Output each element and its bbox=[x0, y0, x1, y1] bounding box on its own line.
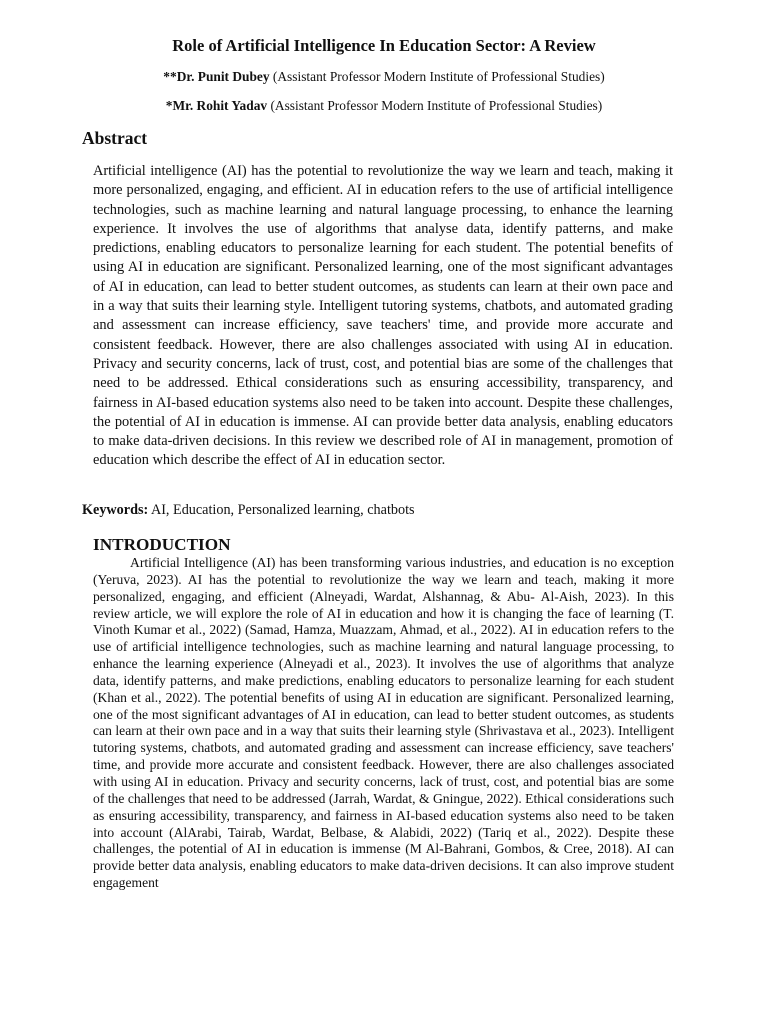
introduction-heading: INTRODUCTION bbox=[93, 535, 231, 554]
paper-title: Role of Artificial Intelligence In Education Sector: A Review bbox=[172, 36, 596, 55]
keywords-line bbox=[82, 502, 415, 519]
introduction-text: Artificial Intelligence (AI) has been transforming various industries, and education is no exception (Yeruva, 2023). AI has the potential to revolutionize the way we learn and teach, making it more personalized, engaging, and efficient (Alneyadi, Wardat, Alshannag, & Abu- Al-Aish, 2023). In this review article, we will explore the role of AI in education and how it is changing the face of learning (T. Vinoth Kumar et al., 2022) (Samad, Hamza, Muazzam, Ahmad, et al., 2022). AI in education refers to the use of artificial intelligence technologies, such as machine learning and natural language processing, to enhance the learning experience (Alneyadi et al., 2023). It involves the use of algorithms that analyze data, identify patterns, and make predictions, enabling educators to personalize learning for each student (Khan et al., 2022). The potential benefits of using AI in education are significant. Personalized learning, one of the most significant advantages of AI in education, can lead to better student outcomes, as students can learn at their own pace and in a way that suits their learning style (Shrivastava et al., 2023). Intelligent tutoring systems, chatbots, and automated grading and assessment can increase efficiency, save teachers' time, and provide more accurate and consistent feedback. However, there are also challenges associated with using AI in education. Privacy and security concerns, lack of trust, cost, and potential bias are some of the challenges that need to be addressed (Jarrah, Wardat, & Gningue, 2022). Ethical considerations such as ensuring accessibility, transparency, and fairness in AI-based education systems also need to be taken into account (AlArabi, Tairab, Wardat, Belbase, & Alabidi, 2022) (Tariq et al., 2022). Despite these challenges, the potential of AI in education is immense (M Al-Bahrani, Gombos, & Cree, 2018). AI can provide better data analysis, enabling educators to make data-driven decisions. It can also improve student engagement bbox=[93, 555, 674, 891]
keywords-value: AI, Education, Personalized learning, chatbots bbox=[148, 502, 415, 518]
author-name: *Mr. Rohit Yadav bbox=[165, 98, 268, 113]
abstract-heading: Abstract bbox=[82, 128, 148, 148]
author-name: **Dr. Punit Dubey bbox=[163, 69, 270, 84]
author-line-1 bbox=[0, 69, 768, 85]
author-affiliation: (Assistant Professor Modern Institute of Professional Studies) bbox=[269, 69, 605, 84]
keywords-label: Keywords: bbox=[82, 502, 149, 518]
abstract-text: Artificial intelligence (AI) has the potential to revolutionize the way we learn and teach, making it more personalized, engaging, and efficient. AI in education refers to the use of artificial intelligence technologies, such as machine learning and natural language processing, to enhance the learning experience. It involves the use of algorithms that analyse data, identify patterns, and make predictions, enabling educators to personalize learning for each student. The potential benefits of using AI in education are significant. Personalized learning, one of the most significant advantages of AI in education, can lead to better student outcomes, as students can learn at their own pace and in a way that suits their learning style. Intelligent tutoring systems, chatbots, and automated grading and assessment can increase efficiency, save teachers' time, and provide more accurate and consistent feedback. However, there are also challenges associated with using AI in education. Privacy and security concerns, lack of trust, cost, and potential bias are some of the challenges that need to be addressed. Ethical considerations such as ensuring accessibility, transparency, and fairness in AI-based education systems also need to be taken into account. Despite these challenges, the potential of AI in education is immense. AI can provide better data analysis, enabling educators to make data-driven decisions. In this review we described role of AI in management, promotion of education which describe the effect of AI in education sector. bbox=[93, 163, 673, 469]
author-line-2 bbox=[0, 98, 768, 114]
author-affiliation: (Assistant Professor Modern Institute of Professional Studies) bbox=[267, 98, 603, 113]
